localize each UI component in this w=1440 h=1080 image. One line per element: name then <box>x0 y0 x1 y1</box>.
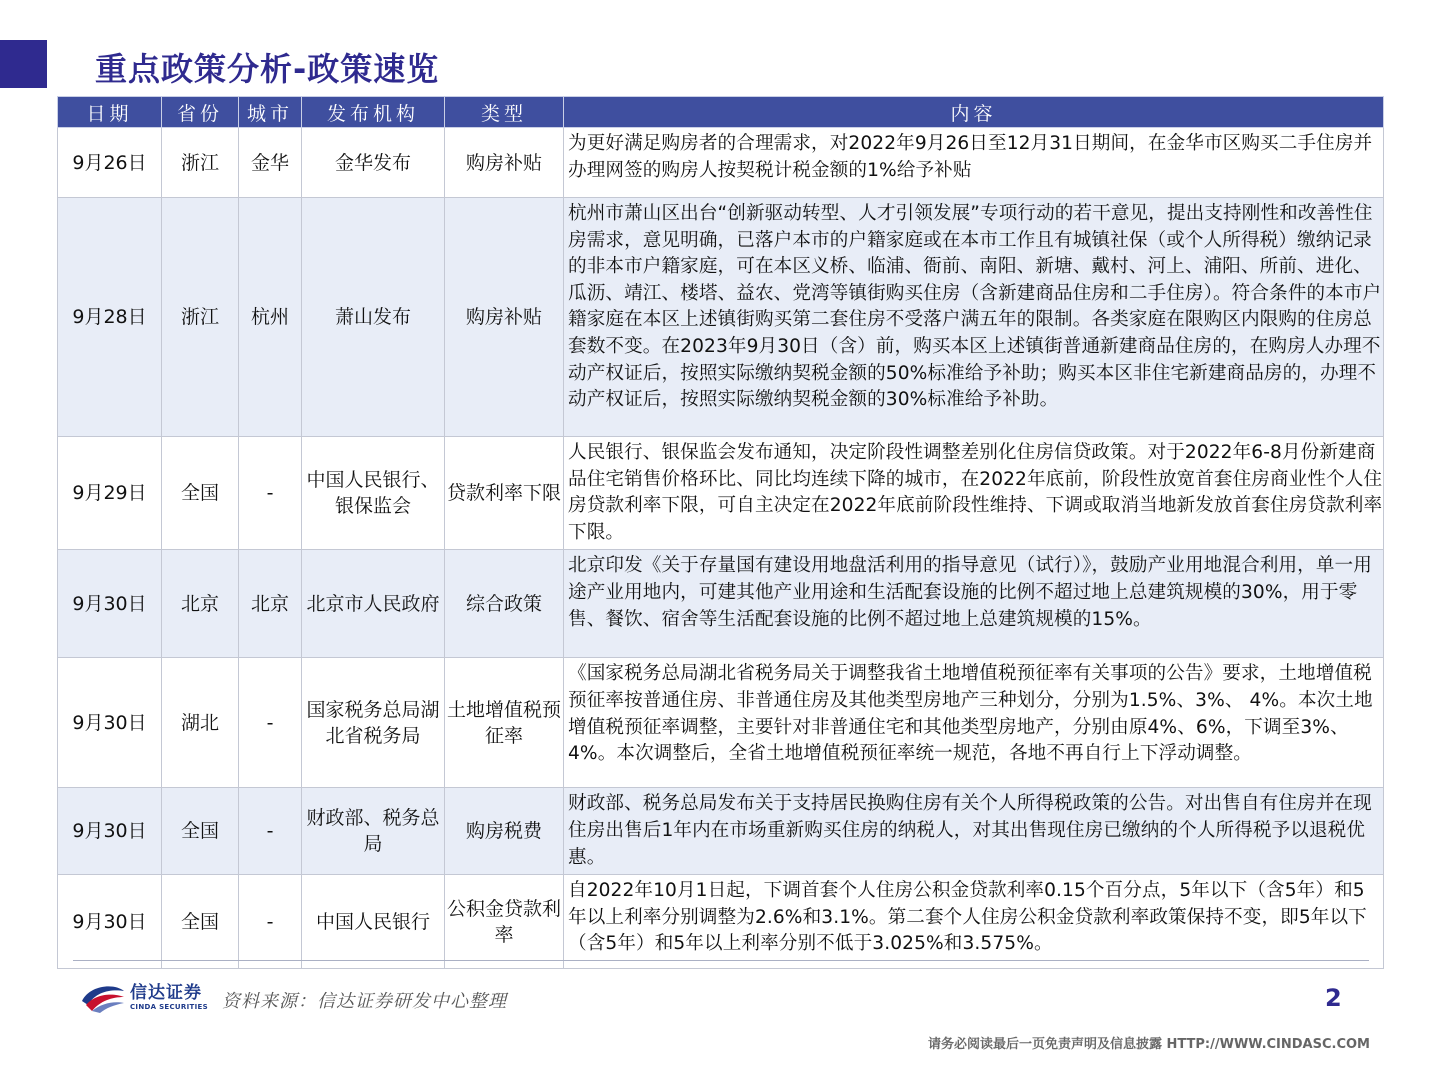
cell-type: 购房补贴 <box>445 128 564 198</box>
table-row <box>58 658 1384 788</box>
cell-province: 浙江 <box>162 198 239 437</box>
source-note: 资料来源：信达证券研发中心整理 <box>222 991 507 1012</box>
cell-province: 湖北 <box>162 658 239 788</box>
cell-city: - <box>239 437 302 550</box>
cell-content: 北京印发《关于存量国有建设用地盘活利用的指导意见（试行）》，鼓励产业用地混合利用，单一用途产业用地内，可建其他产业用途和生活配套设施的比例不超过地上总建筑规模的30%，用于零售、餐饮、宿舍等生活配套设施的比例不超过地上总建筑规模的15%。 <box>564 550 1384 658</box>
cell-agency: 中国人民银行 <box>302 875 445 969</box>
cell-city: - <box>239 875 302 969</box>
cell-content: 杭州市萧山区出台“创新驱动转型、人才引领发展”专项行动的若干意见，提出支持刚性和改善性住房需求，意见明确，已落户本市的户籍家庭或在本市工作且有城镇社保（或个人所得税）缴纳记录的非本市户籍家庭，可在本区义桥、临浦、衙前、南阳、新塘、戴村、河上、浦阳、所前、进化、瓜沥、靖江、楼塔、益农、党湾等镇街购买住房（含新建商品住房和二手住房）。符合条件的本市户籍家庭在本区上述镇街购买第二套住房不受落户满五年的限制。各类家庭在限购区内限购的住房总套数不变。在2023年9月30日（含）前，购买本区上述镇街普通新建商品住房的，在购房人办理不动产权证后，按照实际缴纳契税金额的50%标准给予补助；购买本区非住宅新建商品房的，办理不动产权证后，按照实际缴纳契税金额的30%标准给予补助。 <box>564 198 1384 437</box>
cell-date: 9月30日 <box>58 658 162 788</box>
cell-type: 公积金贷款利率 <box>445 875 564 969</box>
cell-content: 财政部、税务总局发布关于支持居民换购住房有关个人所得税政策的公告。对出售自有住房并在现住房出售后1年内在市场重新购买住房的纳税人，对其出售现住房已缴纳的个人所得税予以退税优惠。 <box>564 788 1384 875</box>
disclaimer-link[interactable]: 请务必阅读最后一页免责声明及信息披露 HTTP://WWW.CINDASC.COM <box>927 1037 1370 1052</box>
cell-city: - <box>239 788 302 875</box>
cell-date: 9月29日 <box>58 437 162 550</box>
cell-content: 自2022年10月1日起，下调首套个人住房公积金贷款利率0.15个百分点，5年以下（含5年）和5年以上利率分别调整为2.6%和3.1%。第二套个人住房公积金贷款利率政策保持不变，即5年以下（含5年）和5年以上利率分别不低于3.025%和3.575%。 <box>564 875 1384 969</box>
cell-date: 9月30日 <box>58 550 162 658</box>
cell-type: 购房补贴 <box>445 198 564 437</box>
header-type: 类型 <box>445 97 564 128</box>
cell-province: 全国 <box>162 788 239 875</box>
company-logo <box>80 983 208 1013</box>
header-city: 城市 <box>239 97 302 128</box>
cell-type: 购房税费 <box>445 788 564 875</box>
cell-date: 9月30日 <box>58 788 162 875</box>
cell-content: 为更好满足购房者的合理需求，对2022年9月26日至12月31日期间，在金华市区购买二手住房并办理网签的购房人按契税计税金额的1%给予补贴 <box>564 128 1384 198</box>
footer-divider <box>73 960 1369 961</box>
cell-agency: 国家税务总局湖北省税务局 <box>302 658 445 788</box>
table-header-row <box>58 97 1384 128</box>
page-number: 2 <box>1325 984 1342 1012</box>
page-title: 重点政策分析-政策速览 <box>95 50 440 88</box>
cinda-logo-icon <box>80 983 126 1013</box>
cell-agency: 财政部、税务总局 <box>302 788 445 875</box>
cell-content: 《国家税务总局湖北省税务局关于调整我省土地增值税预征率有关事项的公告》要求，土地增值税预征率按普通住房、非普通住房及其他类型房地产三种划分，分别为1.5%、3%、 4%。本次土地增值税预征率调整，主要针对非普通住宅和其他类型房地产，分别由原4%、6%，下调至3%、4%。本次调整后，全省土地增值税预征率统一规范，各地不再自行上下浮动调整。 <box>564 658 1384 788</box>
cell-date: 9月28日 <box>58 198 162 437</box>
table-row <box>58 198 1384 437</box>
cell-province: 北京 <box>162 550 239 658</box>
cell-city: 北京 <box>239 550 302 658</box>
cell-agency: 金华发布 <box>302 128 445 198</box>
header-agency: 发布机构 <box>302 97 445 128</box>
cell-province: 全国 <box>162 437 239 550</box>
header-date: 日期 <box>58 97 162 128</box>
cell-date: 9月26日 <box>58 128 162 198</box>
cell-city: 杭州 <box>239 198 302 437</box>
cell-agency: 中国人民银行、银保监会 <box>302 437 445 550</box>
cell-city: 金华 <box>239 128 302 198</box>
cell-date: 9月30日 <box>58 875 162 969</box>
table-row <box>58 550 1384 658</box>
table-row <box>58 875 1384 969</box>
cell-agency: 北京市人民政府 <box>302 550 445 658</box>
policy-table <box>57 96 1384 969</box>
corner-accent-block <box>0 40 47 88</box>
cell-content: 人民银行、银保监会发布通知，决定阶段性调整差别化住房信贷政策。对于2022年6-8月份新建商品住宅销售价格环比、同比均连续下降的城市，在2022年底前，阶段性放宽首套住房商业性个人住房贷款利率下限，可自主决定在2022年底前阶段性维持、下调或取消当地新发放首套住房贷款利率下限。 <box>564 437 1384 550</box>
logo-name-en: CINDA SECURITIES <box>130 1003 208 1011</box>
table-row <box>58 128 1384 198</box>
cell-type: 综合政策 <box>445 550 564 658</box>
table-row <box>58 437 1384 550</box>
logo-name-cn: 信达证券 <box>130 983 202 1003</box>
table-row <box>58 788 1384 875</box>
cell-province: 浙江 <box>162 128 239 198</box>
cell-province: 全国 <box>162 875 239 969</box>
cell-type: 贷款利率下限 <box>445 437 564 550</box>
header-province: 省份 <box>162 97 239 128</box>
header-content: 内容 <box>564 97 1384 128</box>
cell-agency: 萧山发布 <box>302 198 445 437</box>
cell-city: - <box>239 658 302 788</box>
cell-type: 土地增值税预征率 <box>445 658 564 788</box>
